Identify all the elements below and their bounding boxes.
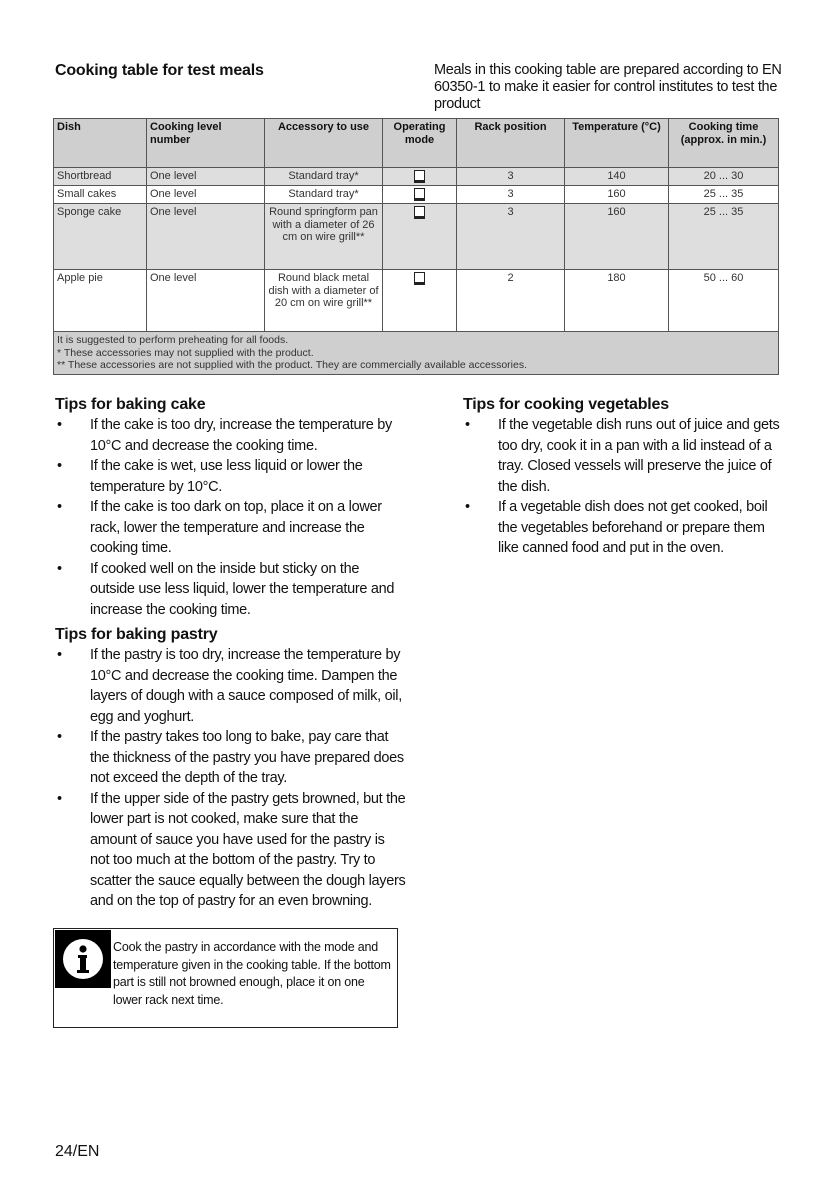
accessory-cell: Standard tray* [265, 186, 383, 204]
tips-cooking-vegetables [463, 395, 785, 559]
table-row [54, 270, 779, 332]
bottom-top-heating-icon [414, 170, 425, 183]
time-cell: 25 ... 35 [669, 186, 779, 204]
level-cell: One level [147, 270, 265, 332]
list-item: • If the pastry takes too long to bake, pay care that the thickness of the pastry you have prepared does not exceed the depth of the tray. [57, 729, 404, 786]
tips-list [55, 415, 407, 620]
dish-cell: Small cakes [54, 186, 147, 204]
rack-cell: 2 [457, 270, 565, 332]
time-cell: 25 ... 35 [669, 204, 779, 270]
temp-cell: 160 [565, 186, 669, 204]
tips-baking-cake [55, 395, 407, 620]
cooking-table [53, 118, 779, 375]
dish-cell: Shortbread [54, 168, 147, 186]
col-header: Temperature (°C) [565, 119, 669, 168]
bullet-icon: • [57, 729, 62, 745]
bottom-top-heating-icon [414, 188, 425, 201]
bullet-icon: • [57, 647, 62, 663]
bottom-top-heating-icon [414, 272, 425, 285]
list-item: • If the vegetable dish runs out of juice and gets too dry, cook it in a pan with a lid instead of a tray. Closed vessels will preserve the juice of the dish. [465, 417, 780, 495]
bullet-icon: • [57, 499, 62, 515]
col-header: Cooking level number [147, 119, 265, 168]
col-header: Operating mode [383, 119, 457, 168]
mode-cell [383, 186, 457, 204]
note-line: It is suggested to perform preheating for all foods. [57, 334, 289, 346]
info-note-text: Cook the pastry in accordance with the mode and temperature given in the cooking table. If the bottom part is still not browned enough, place it on one lower rack next time. [113, 940, 391, 1007]
tips-baking-pastry [55, 625, 407, 912]
section-title: Tips for cooking vegetables [463, 396, 669, 413]
list-item: • If the cake is too dry, increase the temperature by 10°C and decrease the cooking time. [57, 417, 392, 454]
bottom-top-heating-icon [414, 206, 425, 219]
mode-cell [383, 168, 457, 186]
table-notes-row [54, 332, 779, 375]
dish-cell: Apple pie [54, 270, 147, 332]
section-title: Tips for baking cake [55, 396, 206, 413]
list-item: • If the pastry is too dry, increase the temperature by 10°C and decrease the cooking time. Dampen the layers of dough with a sauce composed of milk, oil, egg and yoghurt. [57, 647, 402, 725]
col-header: Dish [54, 119, 147, 168]
section-heading: Cooking table for test meals [55, 62, 264, 79]
accessory-cell: Standard tray* [265, 168, 383, 186]
mode-cell [383, 270, 457, 332]
rack-cell: 3 [457, 186, 565, 204]
level-cell: One level [147, 168, 265, 186]
list-item: • If the cake is too dark on top, place it on a lower rack, lower the temperature and increase the cooking time. [57, 499, 382, 556]
bullet-icon: • [57, 790, 62, 807]
mode-cell [383, 204, 457, 270]
time-cell: 50 ... 60 [669, 270, 779, 332]
table-header-row [54, 119, 779, 168]
temp-cell: 180 [565, 270, 669, 332]
section-title: Tips for baking pastry [55, 626, 218, 643]
dish-cell: Sponge cake [54, 204, 147, 270]
note-line: * These accessories may not supplied with the product. [57, 346, 314, 359]
level-cell: One level [147, 204, 265, 270]
list-item: • If cooked well on the inside but sticky on the outside use less liquid, lower the temperature and increase the cooking time. [57, 560, 395, 618]
rack-cell: 3 [457, 168, 565, 186]
note-line: ** These accessories are not supplied with the product. They are commercially available accessories. [57, 359, 528, 371]
col-header: Cooking time (approx. in min.) [669, 119, 779, 168]
temp-cell: 140 [565, 168, 669, 186]
bullet-icon: • [465, 417, 470, 433]
list-item: • If the cake is wet, use less liquid or lower the temperature by 10°C. [57, 458, 363, 495]
col-header: Rack position [457, 119, 565, 168]
list-item: • If the upper side of the pastry gets browned, but the lower part is not cooked, make sure that the amount of sauce you have used for the pastry is not too much at the bottom of the pastry. Try to scatter the sauce equally between the dough layers and on the top of pastry for an even browning. [57, 790, 406, 909]
temp-cell: 160 [565, 204, 669, 270]
table-row [54, 204, 779, 270]
rack-cell: 3 [457, 204, 565, 270]
tips-list [55, 645, 407, 912]
level-cell: One level [147, 186, 265, 204]
bullet-icon: • [57, 560, 62, 577]
accessory-cell: Round springform pan with a diameter of 26 cm on wire grill** [265, 204, 383, 270]
info-icon [55, 930, 111, 988]
tips-list [463, 415, 785, 559]
info-note-box [53, 928, 398, 1028]
list-item: • If a vegetable dish does not get cooked, boil the vegetables beforehand or prepare them like canned food and put in the oven. [465, 499, 768, 556]
col-header: Accessory to use [265, 119, 383, 168]
time-cell: 20 ... 30 [669, 168, 779, 186]
intro-paragraph: Meals in this cooking table are prepared according to EN 60350-1 to make it easier for control institutes to test the product [434, 62, 782, 112]
table-row [54, 168, 779, 186]
bullet-icon: • [57, 458, 62, 474]
table-notes [54, 332, 779, 375]
page-number: 24/EN [55, 1143, 100, 1160]
table-row [54, 186, 779, 204]
accessory-cell: Round black metal dish with a diameter of 20 cm on wire grill** [265, 270, 383, 332]
bullet-icon: • [465, 499, 470, 515]
bullet-icon: • [57, 417, 62, 433]
